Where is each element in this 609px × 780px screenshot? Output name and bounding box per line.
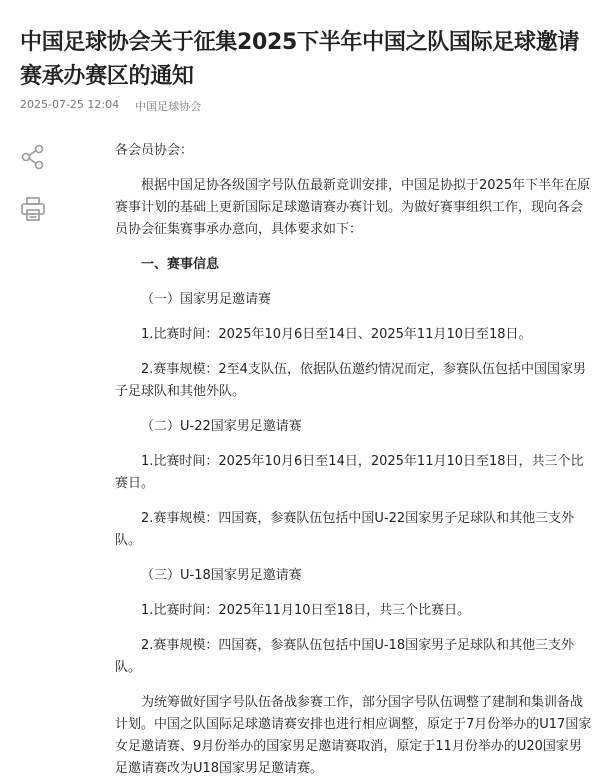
article-meta bbox=[20, 98, 201, 114]
article-source[interactable]: 中国足球协会 bbox=[135, 100, 202, 113]
subsection-title: （三）U-18国家男足邀请赛 bbox=[141, 568, 302, 583]
paragraph: 2.赛事规模：四国赛，参赛队伍包括中国U-18国家男子足球队和其他三支外队。 bbox=[115, 638, 575, 675]
article-body bbox=[115, 140, 593, 780]
share-icon[interactable] bbox=[20, 144, 46, 170]
paragraph: 2.赛事规模：2至4支队伍，依据队伍邀约情况而定，参赛队伍包括中国国家男子足球队和其他外队。 bbox=[115, 362, 586, 399]
article-title: 中国足球协会关于征集2025下半年中国之队国际足球邀请赛承办赛区的通知 bbox=[20, 30, 580, 89]
paragraph: 1.比赛时间：2025年11月10日至18日，共三个比赛日。 bbox=[141, 603, 471, 618]
printer-icon[interactable] bbox=[20, 196, 46, 222]
paragraph: 2.赛事规模：四国赛，参赛队伍包括中国U-22国家男子足球队和其他三支外队。 bbox=[115, 511, 575, 548]
subsection-title: （二）U-22国家男足邀请赛 bbox=[141, 419, 302, 434]
publish-date: 2025-07-25 12:04 bbox=[20, 98, 120, 111]
greeting: 各会员协会： bbox=[115, 143, 194, 158]
paragraph: 1.比赛时间：2025年10月6日至14日、2025年11月10日至18日。 bbox=[141, 327, 532, 342]
section-heading: 一、赛事信息 bbox=[141, 257, 220, 272]
intro-paragraph: 根据中国足协各级国字号队伍最新竞训安排，中国足协拟于2025年下半年在原赛事计划的基础上更新国际足球邀请赛办赛计划。为做好赛事组织工作，现向各会员协会征集赛事承办意向，具体要求如下： bbox=[115, 178, 591, 237]
closing-paragraph: 为统筹做好国字号队伍备战参赛工作，部分国字号队伍调整了建制和集训备战计划。中国之队国际足球邀请赛安排也进行相应调整，原定于7月份举办的U17国家女足邀请赛、9月份举办的国家男足邀请赛取消，原定于11月份举办的U20国家男足邀请赛改为U18国家男足邀请赛。 bbox=[115, 695, 592, 776]
paragraph: 1.比赛时间：2025年10月6日至14日，2025年11月10日至18日，共三个比赛日。 bbox=[115, 454, 584, 491]
subsection-title: （一）国家男足邀请赛 bbox=[141, 292, 272, 307]
